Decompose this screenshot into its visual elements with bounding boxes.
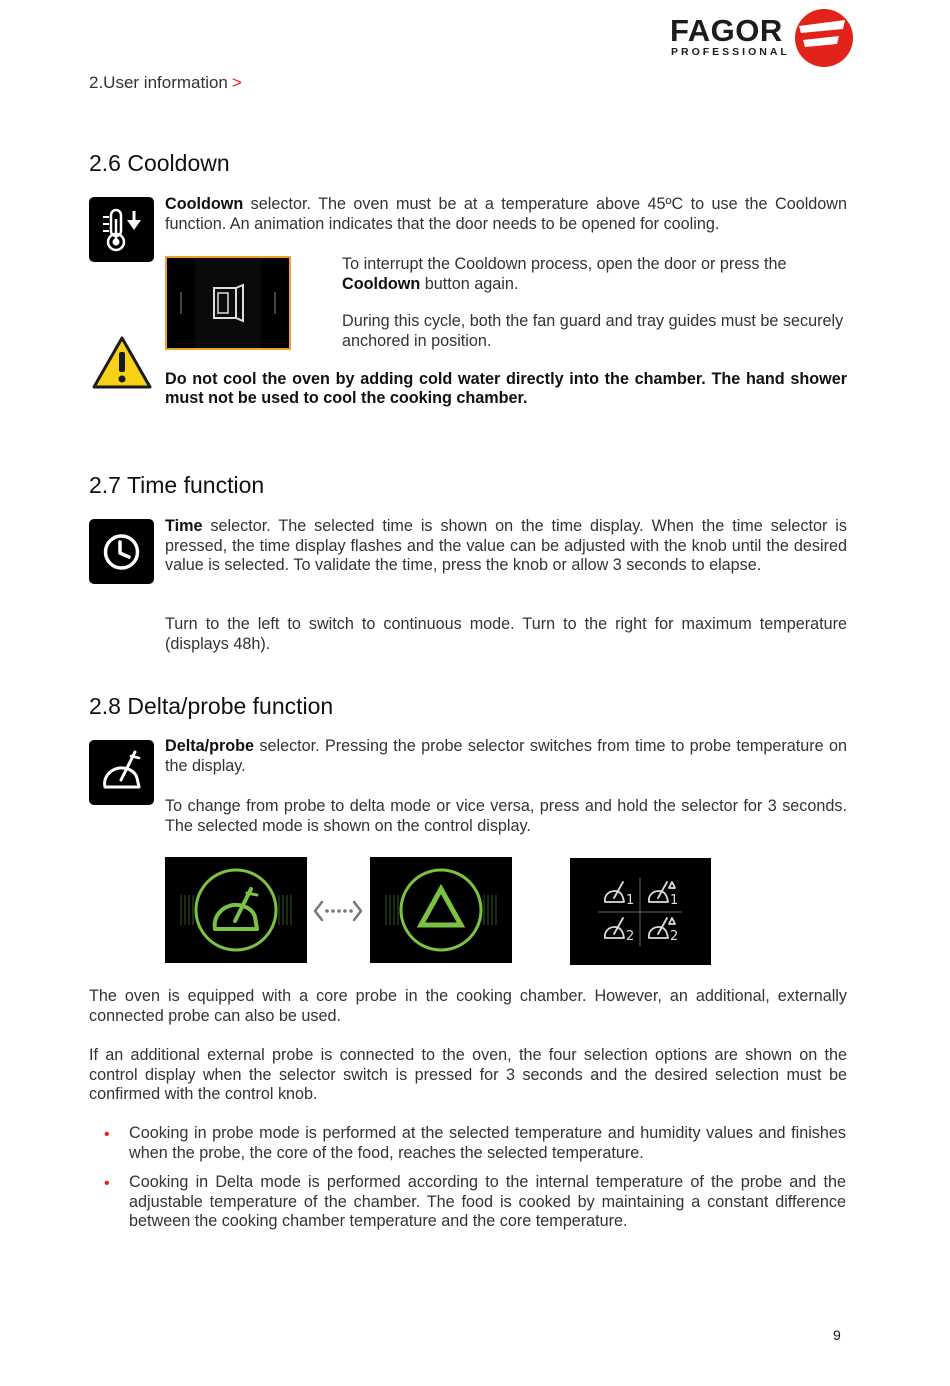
delta-paragraph-3: The oven is equipped with a core probe in the cooking chamber. However, an additional, externally connected probe can also be used. bbox=[89, 987, 847, 1025]
switch-arrows-icon bbox=[313, 898, 363, 929]
cooldown-p2-post: button again. bbox=[420, 274, 519, 293]
cooldown-p2-bold: Cooldown bbox=[342, 274, 421, 293]
breadcrumb-text: 2.User information bbox=[89, 73, 228, 92]
brand-logo-text: FAGOR bbox=[670, 13, 783, 48]
bullet-dot: • bbox=[104, 1175, 110, 1193]
time-paragraph-1 bbox=[165, 517, 847, 576]
grid-label-2a: 2 bbox=[626, 929, 635, 944]
breadcrumb-arrow: > bbox=[231, 73, 242, 92]
breadcrumb bbox=[89, 73, 242, 93]
grid-label-2b: 2 bbox=[670, 929, 679, 944]
delta-mode-display bbox=[370, 857, 512, 963]
grid-label-1a: 1 bbox=[626, 893, 635, 908]
cooldown-p1-text: selector. The oven must be at a temperature above 45ºC to use the Cooldown function. An animation indicates that the door needs to be opened for cooling. bbox=[165, 195, 847, 233]
warning-icon bbox=[91, 335, 153, 396]
cooldown-paragraph-3: During this cycle, both the fan guard and tray guides must be securely anchored in position. bbox=[342, 312, 844, 350]
section-title-time: 2.7 Time function bbox=[89, 472, 265, 498]
cooldown-paragraph-2 bbox=[342, 255, 847, 294]
delta-paragraph-4: If an additional external probe is connected to the oven, the four selection options are shown on the control display when the selector switch is pressed for 3 seconds and the desired selection must be confirmed with the control knob. bbox=[89, 1046, 847, 1104]
brand-logo-subtitle: PROFESSIONAL bbox=[671, 46, 790, 58]
cooldown-icon bbox=[89, 197, 154, 262]
delta-p1-text: selector. Pressing the probe selector switches from time to probe temperature on the display. bbox=[165, 737, 847, 775]
section-title-cooldown: 2.6 Cooldown bbox=[89, 150, 230, 176]
cooldown-paragraph-1 bbox=[165, 195, 847, 234]
probe-mode-display bbox=[165, 857, 307, 963]
time-p1-text: selector. The selected time is shown on the time display. When the time selector is pressed, the time display flashes and the value can be adjusted with the knob until the desired value is selected. To validate the time, press the knob or allow 3 seconds to elapse. bbox=[165, 517, 847, 575]
section-title-delta: 2.8 Delta/probe function bbox=[89, 693, 334, 719]
cooldown-warning-text: Do not cool the oven by adding cold water directly into the chamber. The hand shower must not be used to cool the cooking chamber. bbox=[165, 370, 847, 407]
bullet-dot: • bbox=[104, 1126, 110, 1143]
time-bold-label: Time bbox=[165, 517, 203, 535]
cooldown-bold-label: Cooldown bbox=[165, 195, 244, 213]
cooldown-p2-pre: To interrupt the Cooldown process, open the door or press the bbox=[342, 255, 787, 273]
delta-paragraph-1 bbox=[165, 737, 847, 776]
cooldown-display-panel bbox=[165, 256, 291, 350]
bullet-text: Cooking in probe mode is performed at the selected temperature and humidity values and finishes when the probe, the core of the food, reaches the selected temperature. bbox=[129, 1124, 846, 1162]
brand-logo-mark bbox=[793, 8, 855, 73]
time-paragraph-2: Turn to the left to switch to continuous mode. Turn to the right for maximum temperature (displays 48h). bbox=[165, 615, 847, 653]
bullet-text: Cooking in Delta mode is performed according to the internal temperature of the probe and the adjustable temperature of the chamber. The food is cooked by maintaining a constant difference between the cooking chamber temperature and the core temperature. bbox=[129, 1173, 846, 1231]
delta-bold-label: Delta/probe bbox=[165, 737, 255, 755]
page-number: 9 bbox=[833, 1327, 841, 1343]
clock-icon bbox=[89, 519, 154, 584]
list-item bbox=[104, 1173, 846, 1232]
probe-selection-grid-display bbox=[570, 858, 711, 965]
delta-paragraph-2: To change from probe to delta mode or vice versa, press and hold the selector for 3 seconds. The selected mode is shown on the control display. bbox=[165, 797, 847, 835]
grid-label-1b: 1 bbox=[670, 893, 679, 908]
probe-icon bbox=[89, 740, 154, 805]
list-item bbox=[104, 1124, 846, 1163]
delta-bullet-list bbox=[104, 1124, 846, 1242]
